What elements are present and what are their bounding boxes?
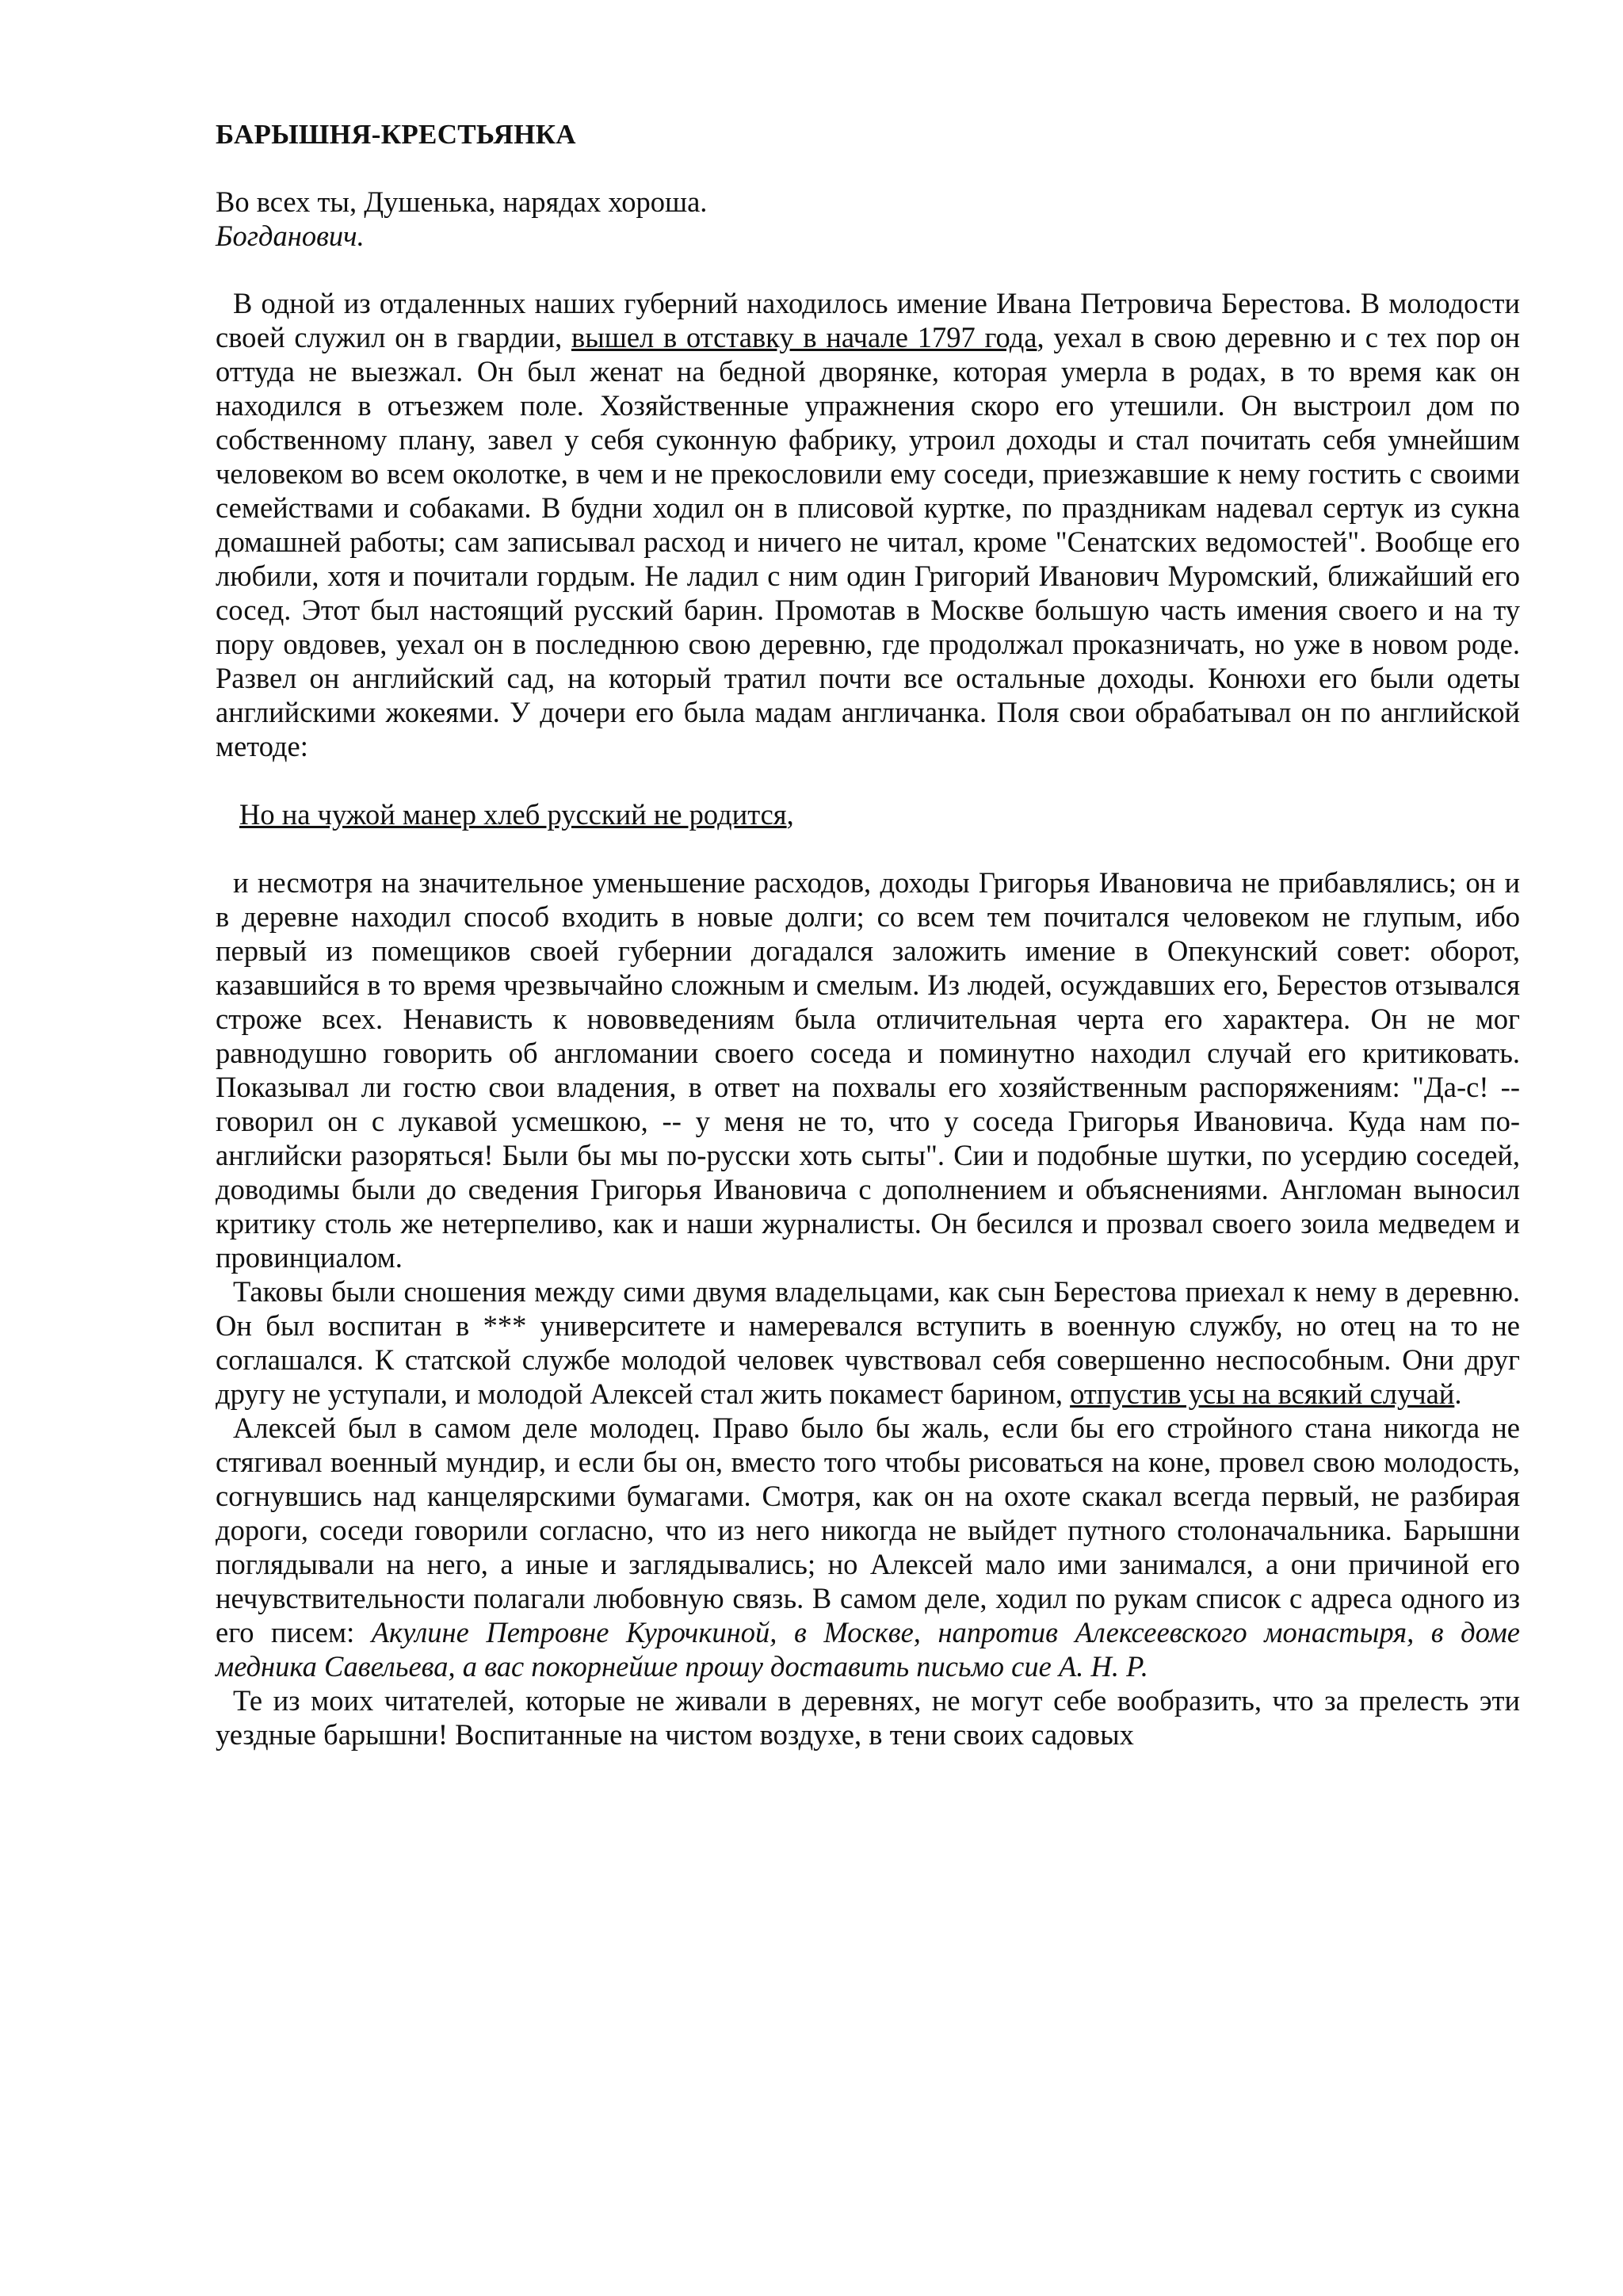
verse-link[interactable]: Но на чужой манер хлеб русский не родится <box>239 798 787 831</box>
paragraph-4-start: Алексей был в самом деле молодец. Право было бы жаль, если бы его стройного стана никогда не стягивал военный мундир, и если бы он, вместо того чтобы рисоваться на коне, провел свою молодость, согнувшись над канцелярскими бумагами. Смотря, как он на охоте скакал всегда первый, не разбирая дороги, соседи говорили согласно, что из него никогда не выйдет путного столоначальника. Барышни поглядывали на него, а иные и заглядывались; но Алексей мало ими занимался, а они причиной его нечувствительности полагали любовную связь. В самом деле, ходил по рукам список с адреса одного из его писем: <box>216 1412 1520 1648</box>
letter-address: Акулине Петровне Курочкиной, в Москве, напротив Алексеевского монастыря, в доме медника Савельева, а вас покорнейше прошу доставить письмо сие А. Н. Р. <box>216 1616 1520 1683</box>
paragraph-4 <box>216 1411 1520 1683</box>
epigraph <box>216 185 1520 253</box>
paragraph-3 <box>216 1274 1520 1411</box>
epigraph-text: Во всех ты, Душенька, нарядах хороша. <box>216 185 708 218</box>
document-title: БАРЫШНЯ-КРЕСТЬЯНКА <box>216 119 576 150</box>
paragraph-2: и несмотря на значительное уменьшение расходов, доходы Григорья Ивановича не прибавлялись; он и в деревне находил способ входить в новые долги; со всем тем почитался человеком не глупым, ибо первый из помещиков своей губернии догадался заложить имение в Опекунский совет: оборот, казавшийся в то время чрезвычайно сложным и смелым. Из людей, осуждавших его, Берестов отзывался строже всех. Ненависть к нововведениям была отличительная черта его характера. Он не мог равнодушно говорить об англомании своего соседа и поминутно находил случай его критиковать. Показывал ли гостю свои владения, в ответ на похвалы его хозяйственным распоряжениям: "Да-с! -- говорил он с лукавой усмешкою, -- у меня не то, что у соседа Григорья Ивановича. Куда нам по-английски разоряться! Были бы мы по-русски хоть сыты". Сии и подобные шутки, по усердию соседей, доводимы были до сведения Григорья Ивановича с дополнением и объяснениями. Англоман выносил критику столь же нетерпеливо, как и наши журналисты. Он бесился и прозвал своего зоила медведем и провинциалом. <box>216 866 1520 1274</box>
paragraph-1-start: В одной из отдаленных наших губерний находилось имение Ивана Петровича Берестова. В молодости своей служил он в гвардии, <box>216 287 1520 353</box>
paragraph-3-rest: . <box>1454 1377 1462 1410</box>
epigraph-author: Богданович. <box>216 220 365 252</box>
verse-quote <box>216 797 1520 831</box>
retirement-link[interactable]: вышел в отставку в начале 1797 года <box>571 321 1037 353</box>
story-body <box>216 286 1520 1752</box>
paragraph-5: Те из моих читателей, которые не живали в деревнях, не могут себе вообразить, что за прелесть эти уездные барышни! Воспитанные на чистом воздухе, в тени своих садовых <box>216 1684 1520 1751</box>
moustache-link[interactable]: отпустив усы на всякий случай <box>1070 1377 1455 1410</box>
paragraph-1 <box>216 286 1520 763</box>
paragraph-1-rest: , уехал в свою деревню и с тех пор он оттуда не выезжал. Он был женат на бедной дворянке, которая умерла в родах, в то время как он находился в отъезжем поле. Хозяйственные упражнения скоро его утешили. Он выстроил дом по собственному плану, завел у себя суконную фабрику, утроил доходы и стал почитать себя умнейшим человеком во всем околотке, в чем и не прекословили ему соседи, приезжавшие к нему гостить с своими семействами и собаками. В будни ходил он в плисовой куртке, по праздникам надевал сертук из сукна домашней работы; сам записывал расход и ничего не читал, кроме "Сенатских ведомостей". Вообще его любили, хотя и почитали гордым. Не ладил с ним один Григорий Иванович Муромский, ближайший его сосед. Этот был настоящий русский барин. Промотав в Москве большую часть имения своего и на ту пору овдовев, уехал он в последнюю свою деревню, где продолжал проказничать, но уже в новом роде. Развел он английский сад, на который тратил почти все остальные доходы. Конюхи его были одеты английскими жокеями. У дочери его была мадам англичанка. Поля свои обрабатывал он по английской методе: <box>216 321 1520 762</box>
verse-tail: , <box>786 798 794 831</box>
paragraph-3-start: Таковы были сношения между сими двумя владельцами, как сын Берестова приехал к нему в деревню. Он был воспитан в *** университете и намеревался вступить в военную службу, но отец на то не соглашался. К статской службе молодой человек чувствовал себя совершенно неспособным. Они друг другу не уступали, и молодой Алексей стал жить покамест барином, <box>216 1275 1520 1410</box>
